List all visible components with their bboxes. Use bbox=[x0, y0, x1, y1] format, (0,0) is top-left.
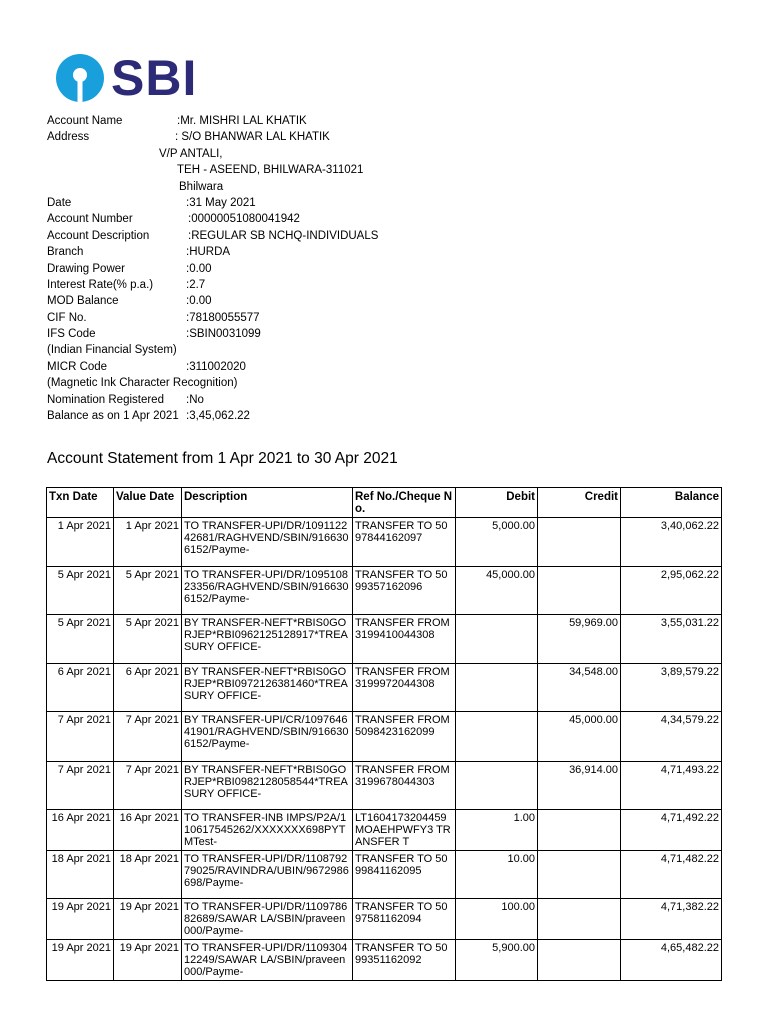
table-row bbox=[47, 518, 722, 567]
account-detail-label: Drawing Power bbox=[47, 262, 125, 275]
account-detail-value: :2.7 bbox=[186, 278, 206, 291]
account-detail-label: Balance as on 1 Apr 2021 bbox=[47, 410, 179, 423]
cell-credit: 59,969.00 bbox=[538, 615, 621, 664]
cell-txn-date: 1 Apr 2021 bbox=[47, 518, 114, 567]
cell-balance: 4,34,579.22 bbox=[621, 712, 722, 762]
account-detail-value: :0.00 bbox=[186, 262, 212, 275]
cell-value-date: 7 Apr 2021 bbox=[114, 762, 182, 810]
cell-credit: 45,000.00 bbox=[538, 712, 621, 762]
cell-description: BY TRANSFER-NEFT*RBIS0GORJEP*RBI0982128058544*TREASURY OFFICE- bbox=[182, 762, 353, 810]
account-detail-label: Nomination Registered bbox=[47, 393, 164, 406]
cell-description: TO TRANSFER-UPI/DR/110978682689/SAWAR LA/SBIN/praveen000/Payme- bbox=[182, 899, 353, 940]
header-description: Description bbox=[182, 488, 353, 518]
cell-txn-date: 19 Apr 2021 bbox=[47, 899, 114, 940]
account-detail-label: CIF No. bbox=[47, 311, 87, 324]
account-detail-label: Branch bbox=[47, 246, 84, 259]
table-row bbox=[47, 940, 722, 981]
cell-debit: 45,000.00 bbox=[456, 567, 538, 615]
header-value-date: Value Date bbox=[114, 488, 182, 518]
cell-balance: 3,55,031.22 bbox=[621, 615, 722, 664]
cell-txn-date: 7 Apr 2021 bbox=[47, 712, 114, 762]
cell-credit: 36,914.00 bbox=[538, 762, 621, 810]
cell-ref-no: TRANSFER FROM 3199972044308 bbox=[353, 664, 456, 712]
account-detail-label: Date bbox=[47, 196, 72, 209]
table-row bbox=[47, 567, 722, 615]
cell-value-date: 18 Apr 2021 bbox=[114, 851, 182, 899]
cell-txn-date: 5 Apr 2021 bbox=[47, 567, 114, 615]
cell-value-date: 19 Apr 2021 bbox=[114, 940, 182, 981]
account-detail-value: :00000051080041942 bbox=[188, 213, 300, 226]
cell-value-date: 5 Apr 2021 bbox=[114, 567, 182, 615]
cell-debit: 5,000.00 bbox=[456, 518, 538, 567]
account-detail-label: (Indian Financial System) bbox=[47, 344, 177, 357]
account-detail-value: :REGULAR SB NCHQ-INDIVIDUALS bbox=[188, 229, 379, 242]
account-detail-value: : S/O BHANWAR LAL KHATIK bbox=[175, 131, 330, 144]
cell-value-date: 19 Apr 2021 bbox=[114, 899, 182, 940]
account-detail-label: Account Description bbox=[47, 229, 150, 242]
cell-description: BY TRANSFER-UPI/CR/109764641901/RAGHVEND/SBIN/9166306152/Payme- bbox=[182, 712, 353, 762]
cell-value-date: 7 Apr 2021 bbox=[114, 712, 182, 762]
cell-debit: 1.00 bbox=[456, 810, 538, 851]
cell-ref-no: TRANSFER TO 5097581162094 bbox=[353, 899, 456, 940]
cell-credit bbox=[538, 567, 621, 615]
cell-description: TO TRANSFER-UPI/DR/110930412249/SAWAR LA/SBIN/praveen000/Payme- bbox=[182, 940, 353, 981]
table-row bbox=[47, 664, 722, 712]
header-debit: Debit bbox=[456, 488, 538, 518]
cell-ref-no: TRANSFER TO 5097844162097 bbox=[353, 518, 456, 567]
table-row bbox=[47, 762, 722, 810]
cell-description: BY TRANSFER-NEFT*RBIS0GORJEP*RBI0962125128917*TREASURY OFFICE- bbox=[182, 615, 353, 664]
account-detail-value: V/P ANTALI, bbox=[159, 147, 223, 160]
account-detail-label: IFS Code bbox=[47, 328, 96, 341]
header-credit: Credit bbox=[538, 488, 621, 518]
cell-balance: 4,71,482.22 bbox=[621, 851, 722, 899]
cell-credit bbox=[538, 810, 621, 851]
cell-value-date: 16 Apr 2021 bbox=[114, 810, 182, 851]
cell-ref-no: TRANSFER FROM 3199678044303 bbox=[353, 762, 456, 810]
account-detail-label: Interest Rate(% p.a.) bbox=[47, 278, 154, 291]
cell-balance: 4,65,482.22 bbox=[621, 940, 722, 981]
cell-credit bbox=[538, 940, 621, 981]
cell-description: BY TRANSFER-NEFT*RBIS0GORJEP*RBI0972126381460*TREASURY OFFICE- bbox=[182, 664, 353, 712]
cell-txn-date: 16 Apr 2021 bbox=[47, 810, 114, 851]
cell-balance: 4,71,493.22 bbox=[621, 762, 722, 810]
table-row bbox=[47, 899, 722, 940]
account-detail-label: Address bbox=[47, 131, 90, 144]
account-detail-value: :No bbox=[186, 393, 204, 406]
cell-description: TO TRANSFER-UPI/DR/109112242681/RAGHVEND/SBIN/9166306152/Payme- bbox=[182, 518, 353, 567]
cell-ref-no: TRANSFER TO 5099841162095 bbox=[353, 851, 456, 899]
account-detail-value: :78180055577 bbox=[186, 311, 260, 324]
cell-balance: 3,89,579.22 bbox=[621, 664, 722, 712]
account-detail-label: (Magnetic Ink Character Recognition) bbox=[47, 377, 238, 390]
account-detail-label: MICR Code bbox=[47, 360, 108, 373]
cell-balance: 2,95,062.22 bbox=[621, 567, 722, 615]
cell-txn-date: 19 Apr 2021 bbox=[47, 940, 114, 981]
cell-credit: 34,548.00 bbox=[538, 664, 621, 712]
cell-value-date: 6 Apr 2021 bbox=[114, 664, 182, 712]
cell-debit bbox=[456, 762, 538, 810]
table-row bbox=[47, 615, 722, 664]
account-detail-value: Bhilwara bbox=[179, 180, 224, 193]
header-txn-date: Txn Date bbox=[47, 488, 114, 518]
statement-title: Account Statement from 1 Apr 2021 to 30 Apr 2021 bbox=[47, 450, 398, 467]
transactions-table bbox=[46, 487, 722, 981]
cell-credit bbox=[538, 851, 621, 899]
table-row bbox=[47, 712, 722, 762]
cell-description: TO TRANSFER-UPI/DR/109510823356/RAGHVEND/SBIN/9166306152/Payme- bbox=[182, 567, 353, 615]
table-header-row bbox=[47, 488, 722, 518]
cell-txn-date: 5 Apr 2021 bbox=[47, 615, 114, 664]
account-detail-value: :3,45,062.22 bbox=[186, 410, 250, 423]
account-detail-label: MOD Balance bbox=[47, 295, 119, 308]
table-row bbox=[47, 810, 722, 851]
account-detail-value: :0.00 bbox=[186, 295, 212, 308]
cell-balance: 3,40,062.22 bbox=[621, 518, 722, 567]
cell-balance: 4,71,382.22 bbox=[621, 899, 722, 940]
cell-value-date: 5 Apr 2021 bbox=[114, 615, 182, 664]
cell-txn-date: 6 Apr 2021 bbox=[47, 664, 114, 712]
table-row bbox=[47, 851, 722, 899]
account-detail-value: :SBIN0031099 bbox=[186, 328, 261, 341]
cell-value-date: 1 Apr 2021 bbox=[114, 518, 182, 567]
cell-ref-no: LT1604173204459MOAEHPWFY3 TRANSFER T bbox=[353, 810, 456, 851]
cell-ref-no: TRANSFER TO 5099357162096 bbox=[353, 567, 456, 615]
cell-debit bbox=[456, 712, 538, 762]
account-detail-value: :31 May 2021 bbox=[186, 196, 256, 209]
cell-debit bbox=[456, 664, 538, 712]
cell-debit: 10.00 bbox=[456, 851, 538, 899]
account-detail-value: :HURDA bbox=[186, 246, 231, 259]
cell-description: TO TRANSFER-INB IMPS/P2A/110617545262/XXXXXXX698PYTMTest- bbox=[182, 810, 353, 851]
cell-ref-no: TRANSFER FROM 3199410044308 bbox=[353, 615, 456, 664]
account-detail-value: :Mr. MISHRI LAL KHATIK bbox=[177, 115, 307, 127]
cell-txn-date: 7 Apr 2021 bbox=[47, 762, 114, 810]
cell-debit bbox=[456, 615, 538, 664]
account-detail-value: TEH - ASEEND, BHILWARA-311021 bbox=[177, 164, 364, 177]
account-detail-label: Account Name bbox=[47, 115, 123, 127]
account-detail-value: :311002020 bbox=[186, 360, 246, 373]
brand-name: SBI bbox=[111, 50, 198, 106]
cell-credit bbox=[538, 899, 621, 940]
cell-credit bbox=[538, 518, 621, 567]
account-detail-label: Account Number bbox=[47, 213, 133, 226]
cell-debit: 5,900.00 bbox=[456, 940, 538, 981]
cell-balance: 4,71,492.22 bbox=[621, 810, 722, 851]
cell-description: TO TRANSFER-UPI/DR/110879279025/RAVINDRA/UBIN/9672986698/Payme- bbox=[182, 851, 353, 899]
sbi-keyhole-icon bbox=[55, 53, 105, 103]
sbi-logo bbox=[55, 52, 197, 104]
header-ref-no: Ref No./Cheque No. bbox=[353, 488, 456, 518]
header-balance: Balance bbox=[621, 488, 722, 518]
cell-ref-no: TRANSFER FROM 5098423162099 bbox=[353, 712, 456, 762]
cell-debit: 100.00 bbox=[456, 899, 538, 940]
cell-ref-no: TRANSFER TO 5099351162092 bbox=[353, 940, 456, 981]
cell-txn-date: 18 Apr 2021 bbox=[47, 851, 114, 899]
